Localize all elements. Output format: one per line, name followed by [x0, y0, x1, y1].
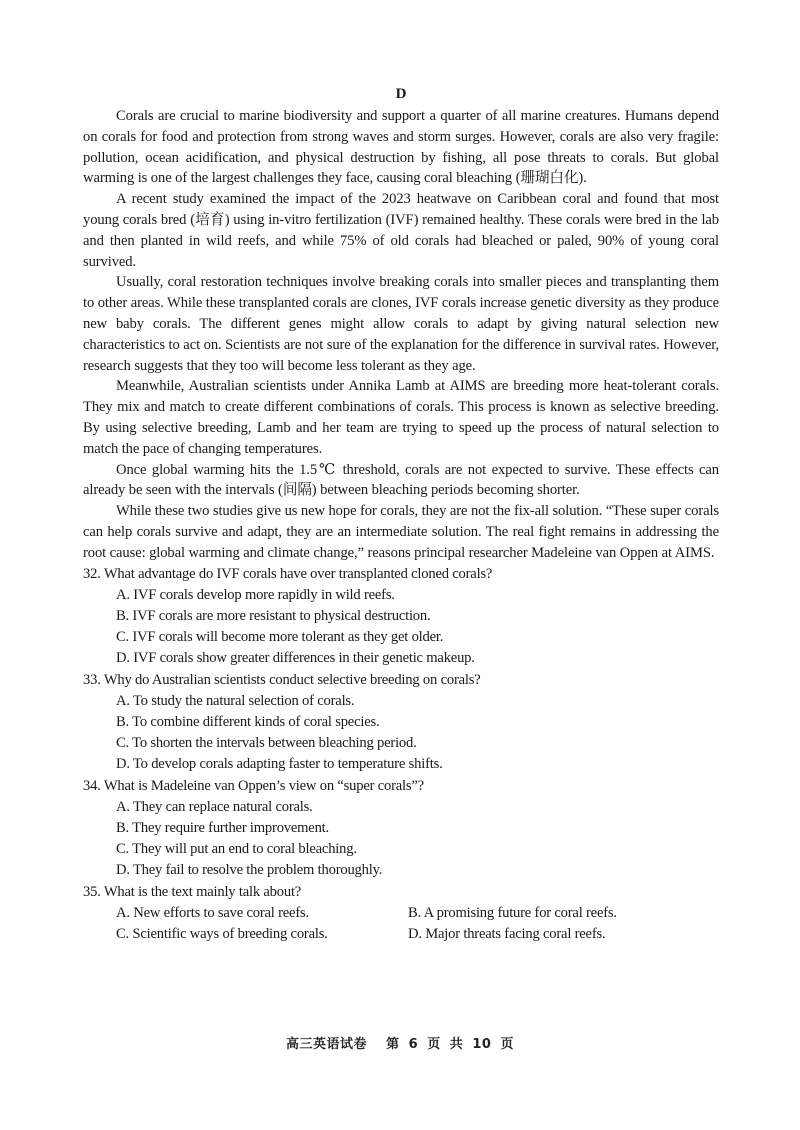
option-d: D. To develop corals adapting faster to temperature shifts. — [116, 756, 443, 773]
exam-title: 高三英语试卷 — [286, 1037, 368, 1052]
passage-paragraph-3: Usually, coral restoration techniques involve breaking corals into smaller pieces and transplanting them to other areas. While these transplanted corals are clones, IVF corals increase genetic diversity as they produce new baby corals. The different genes might allow corals to adapt by giving natural selection new characteristics to act on. Scientists are not sure of the explanation for the difference in survival rates. However, research suggests that they too will become less tolerant as they age. — [83, 274, 719, 374]
question-33 — [83, 670, 719, 776]
option-d: D. Major threats facing coral reefs. — [408, 925, 606, 942]
question-stem: 34. What is Madeleine van Oppen’s view on “super corals”? — [83, 777, 424, 794]
option-c: C. They will put an end to coral bleaching. — [116, 841, 357, 858]
option-a: A. They can replace natural corals. — [116, 798, 313, 815]
option-a: A. IVF corals develop more rapidly in wild reefs. — [116, 586, 395, 603]
question-35 — [83, 882, 719, 946]
question-stem: 32. What advantage do IVF corals have over transplanted cloned corals? — [83, 565, 493, 582]
options-grid — [116, 903, 719, 945]
question-32 — [83, 564, 719, 670]
page-word: 页 — [427, 1037, 441, 1052]
passage-paragraph-2: A recent study examined the impact of the 2023 heatwave on Caribbean coral and found that most young corals bred (培育) using in-vitro fertilization (IVF) remained healthy. These corals were bred in the lab and then planted in wild reefs, and while 75% of old corals had bleached or paled, 90% of young coral survived. — [83, 191, 719, 270]
page-number: 6 — [408, 1037, 419, 1052]
option-b: B. IVF corals are more resistant to physical destruction. — [116, 607, 431, 624]
passage-paragraph-4: Meanwhile, Australian scientists under Annika Lamb at AIMS are breeding more heat-tolerant corals. They mix and match to create different combinations of corals. This process is known as selective breeding. By using selective breeding, Lamb and her team are trying to speed up the process of natural selection to match the pace of changing temperatures. — [83, 378, 719, 457]
option-a: A. New efforts to save coral reefs. — [116, 904, 309, 921]
option-c: C. Scientific ways of breeding corals. — [116, 925, 328, 942]
option-b: B. They require further improvement. — [116, 819, 329, 836]
question-stem: 35. What is the text mainly talk about? — [83, 883, 302, 900]
total-word: 页 — [500, 1037, 514, 1052]
passage-paragraph-1: Corals are crucial to marine biodiversity and support a quarter of all marine creatures. Humans depend on corals for food and protection from strong waves and storm surges. However, corals are also very fragile: pollution, ocean acidification, and physical destruction by fishing, all pose threats to corals. But global warming is one of the largest challenges they face, causing coral bleaching (珊瑚白化). — [83, 108, 719, 187]
option-b: B. To combine different kinds of coral species. — [116, 713, 380, 730]
option-c: C. To shorten the intervals between bleaching period. — [116, 735, 417, 752]
option-a: A. To study the natural selection of corals. — [116, 692, 355, 709]
page-prefix: 第 — [386, 1037, 400, 1052]
total-prefix: 共 — [449, 1037, 464, 1052]
question-stem: 33. Why do Australian scientists conduct selective breeding on corals? — [83, 671, 481, 688]
passage-paragraph-6: While these two studies give us new hope for corals, they are not the fix-all solution. “These super corals can help corals survive and adapt, they are an intermediate solution. The real fight remains in addressing the root cause: global warming and climate change,” reasons principal researcher Madeleine van Oppen at AIMS. — [83, 503, 719, 561]
reading-passage — [83, 106, 719, 564]
passage-paragraph-5: Once global warming hits the 1.5℃ threshold, corals are not expected to survive. These effects can already be seen with the intervals (间隔) between bleaching periods becoming shorter. — [83, 461, 719, 499]
option-d: D. IVF corals show greater differences in their genetic makeup. — [116, 650, 475, 667]
question-34 — [83, 776, 719, 882]
option-b: B. A promising future for coral reefs. — [408, 904, 617, 921]
section-heading: D — [395, 86, 407, 102]
exam-page — [83, 84, 719, 945]
total-pages: 10 — [472, 1037, 492, 1052]
option-c: C. IVF corals will become more tolerant as they get older. — [116, 629, 444, 646]
option-d: D. They fail to resolve the problem thoroughly. — [116, 862, 383, 879]
page-footer — [0, 1036, 800, 1054]
